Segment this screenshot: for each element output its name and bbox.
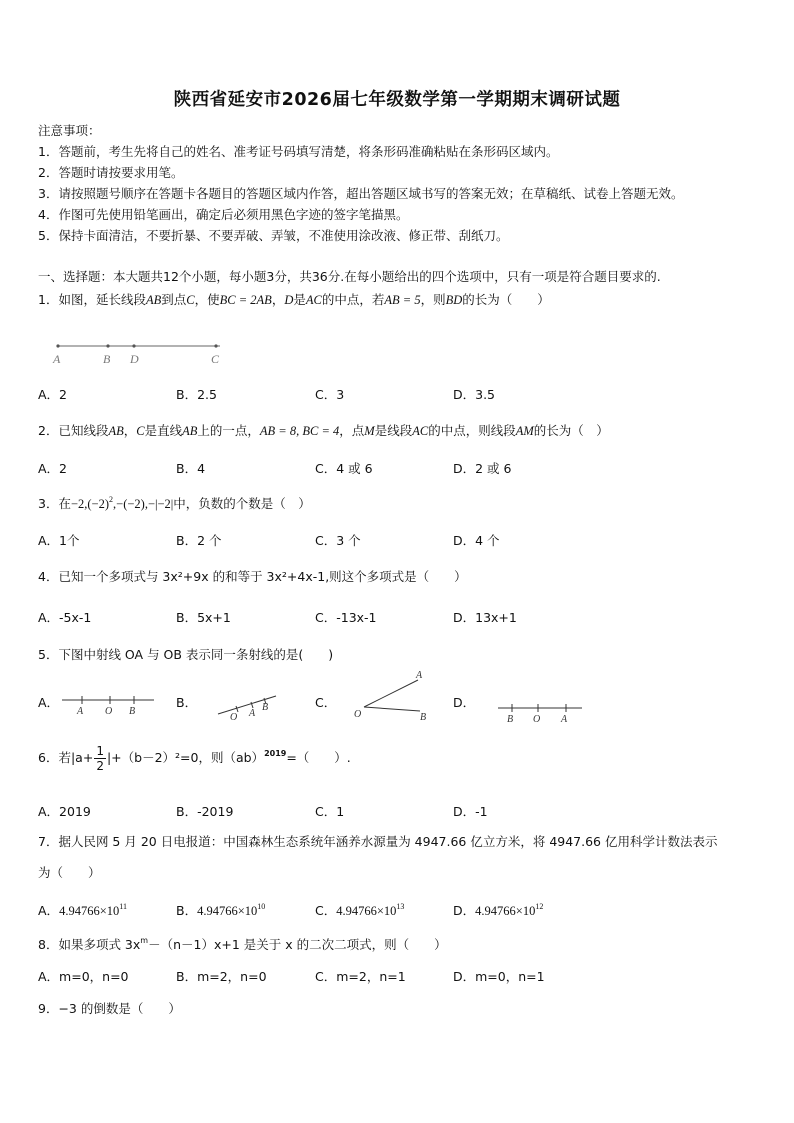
q7b-label: B．: [176, 903, 198, 918]
q7a-label: A．: [38, 903, 60, 918]
q7d-base: 4.94766×10: [475, 904, 536, 918]
q1-point-c: [214, 344, 217, 347]
note-item-2: 2．答题时请按要求用笔。: [38, 165, 184, 180]
q7c-exp: 13: [396, 902, 405, 911]
q6-text-2: |+（b－2）²=0，则（ab）: [106, 750, 265, 765]
q7-option-c: [315, 901, 404, 919]
note-item-3: 3．请按照题号顺序在答题卡各题目的答题区域内作答，超出答题区域书写的答案无效；在草稿纸、试卷上答题无效。: [38, 186, 684, 201]
note-item-5: 5．保持卡面清洁，不要折暴、不要弄破、弄皱，不准使用涂改液、修正带、刮纸刀。: [38, 228, 509, 243]
q1-option-a: A．2: [38, 387, 68, 402]
q5a-label-a: A: [77, 706, 84, 717]
q2-ab2: AB: [182, 424, 198, 438]
q2-ab: AB: [108, 424, 124, 438]
q1-text-4: ，: [271, 292, 285, 307]
q5c-label-b: B: [420, 712, 427, 723]
q5c-label-o: O: [354, 709, 362, 720]
q1-option-d: D．3.5: [453, 387, 496, 402]
q1-eq1: BC = 2AB: [219, 293, 272, 307]
q1-point-a: [56, 344, 59, 347]
q4-option-c: C．-13x-1: [315, 610, 377, 625]
q1-bd: BD: [445, 293, 463, 307]
question-8: [38, 935, 447, 953]
q1-text-6: 的中点，若: [321, 292, 385, 307]
q1-option-c: C．3: [315, 387, 345, 402]
question-6: [38, 744, 351, 773]
q3-expr-2: ,−(−2),−|−2|: [113, 497, 174, 511]
q4-option-a: A．-5x-1: [38, 610, 92, 625]
q2-m: M: [364, 424, 375, 438]
question-3: [38, 494, 311, 512]
q1-ab: AB: [145, 293, 162, 307]
q2-option-d: D．2 或 6: [453, 461, 512, 476]
q6-option-d: D．-1: [453, 804, 488, 819]
q5b-label-b: B: [262, 702, 269, 713]
q2-option-c: C．4 或 6: [315, 461, 373, 476]
q8-exponent: m: [140, 936, 149, 945]
q5c-label-a: A: [416, 670, 423, 681]
q3-option-a: A．1个: [38, 533, 80, 548]
q1-option-b: B．2.5: [176, 387, 217, 402]
q1-label-a: A: [53, 352, 61, 366]
q2-text-8: 的长为（ ）: [533, 423, 609, 438]
q1-text-5: 是: [293, 292, 306, 307]
q1-text-7: ，则: [420, 292, 446, 307]
q3-option-b: B．2 个: [176, 533, 222, 548]
q1-point-d: [132, 344, 135, 347]
question-2: [38, 421, 609, 439]
q1-point-b: [106, 344, 109, 347]
q4-option-d: D．13x+1: [453, 610, 517, 625]
q7c-base: 4.94766×10: [336, 904, 397, 918]
q1-d: D: [284, 293, 294, 307]
q2-text-3: 是直线: [144, 423, 183, 438]
q2-text-1: 2．已知线段: [38, 423, 109, 438]
q8-option-d: D．m=0，n=1: [453, 969, 545, 984]
q7-option-d: [453, 901, 543, 919]
q2-text-7: 的中点，则线段: [428, 423, 516, 438]
q2-text-4: 上的一点，: [197, 423, 260, 438]
q6-option-b: B．-2019: [176, 804, 234, 819]
q8-option-a: A．m=0，n=0: [38, 969, 129, 984]
q3-exponent: 2: [109, 495, 114, 504]
q5-figure-b: [214, 690, 280, 724]
q6-fraction-numerator: 1: [96, 744, 104, 758]
q7c-label: C．: [315, 903, 337, 918]
q2-text-6: 是线段: [374, 423, 413, 438]
q2-option-a: A．2: [38, 461, 68, 476]
q1-eq2: AB = 5: [384, 293, 421, 307]
q1-c: C: [186, 293, 195, 307]
q1-label-b: B: [103, 352, 111, 366]
question-7-line-2: 为（ ）: [38, 865, 101, 880]
q7d-label: D．: [453, 903, 476, 918]
q2-text-2: ，: [123, 423, 137, 438]
q5-figure-d: [496, 700, 586, 726]
q1-ac: AC: [305, 293, 322, 307]
q2-eq: AB = 8, BC = 4: [259, 424, 340, 438]
question-5: 5．下图中射线 OA 与 OB 表示同一条射线的是( ): [38, 647, 334, 662]
page-title: 陕西省延安市2026届七年级数学第一学期期末调研试题: [173, 90, 621, 110]
q6-fraction-denominator: 2: [96, 759, 104, 773]
q3-text-1: 3．在: [38, 496, 71, 511]
q5d-label-a: A: [561, 714, 568, 725]
q3-expr-1: −2,(−2): [70, 497, 110, 511]
q7b-base: 4.94766×10: [197, 904, 258, 918]
q1-text-3: ，使: [194, 292, 220, 307]
question-1: [38, 290, 550, 308]
q5-figure-a: [58, 692, 158, 718]
q6-exponent: 2019: [264, 749, 287, 758]
q2-option-b: B．4: [176, 461, 206, 476]
q1-segment-figure: [48, 336, 238, 370]
q8-text-1: 8．如果多项式 3x: [38, 937, 141, 952]
q3-option-d: D．4 个: [453, 533, 500, 548]
q8-option-b: B．m=2，n=0: [176, 969, 267, 984]
q3-option-c: C．3 个: [315, 533, 361, 548]
question-9: 9．−3 的倒数是（ ）: [38, 1001, 181, 1016]
q7-option-b: [176, 901, 265, 919]
note-item-1: 1．答题前，考生先将自己的姓名、准考证号码填写清楚，将条形码准确粘贴在条形码区域内。: [38, 144, 559, 159]
q6-option-c: C．1: [315, 804, 345, 819]
q2-am: AM: [515, 424, 534, 438]
q1-label-c: C: [211, 352, 220, 366]
q5-option-c: C．: [315, 695, 337, 710]
q2-ac: AC: [412, 424, 429, 438]
question-7-line-1: 7．据人民网 5 月 20 日电报道：中国森林生态系统年涵养水源量为 4947.66 亿立方米，将 4947.66 亿用科学计数法表示: [38, 834, 718, 849]
q4-option-b: B．5x+1: [176, 610, 231, 625]
q7a-base: 4.94766×10: [59, 904, 120, 918]
question-4: 4．已知一个多项式与 3x²+9x 的和等于 3x²+4x-1,则这个多项式是（ ）: [38, 569, 467, 584]
q5-option-b: B．: [176, 695, 198, 710]
q5d-label-b: B: [507, 714, 514, 725]
q7a-exp: 11: [119, 902, 127, 911]
q3-text-2: 中，负数的个数是（ ）: [173, 496, 311, 511]
q2-c: C: [136, 424, 145, 438]
q5-figure-c: [350, 668, 434, 724]
q8-option-c: C．m=2，n=1: [315, 969, 406, 984]
q5-option-a: A．: [38, 695, 60, 710]
q1-text-8: 的长为（ ）: [462, 292, 550, 307]
q7b-exp: 10: [257, 902, 266, 911]
q5a-label-b: B: [129, 706, 136, 717]
q7-option-a: [38, 901, 127, 919]
note-item-4: 4．作图可先使用铅笔画出，确定后必须用黑色字迹的签字笔描黑。: [38, 207, 409, 222]
q5b-label-o: O: [230, 712, 238, 723]
q6-option-a: A．2019: [38, 804, 91, 819]
q5-option-d: D．: [453, 695, 476, 710]
q5b-label-a: A: [249, 708, 256, 719]
notes-heading: 注意事项：: [38, 123, 101, 138]
q5d-label-o: O: [533, 714, 541, 725]
q8-text-2: －（n－1）x+1 是关于 x 的二次二项式，则（ ）: [148, 937, 447, 952]
q6-text-3: =（ ）.: [286, 750, 351, 765]
q6-text-1: 6．若|a+: [38, 750, 94, 765]
q5a-label-o: O: [105, 706, 113, 717]
q6-fraction: [94, 744, 106, 773]
q2-text-5: ，点: [339, 423, 365, 438]
q1-text-2: 到点: [161, 292, 187, 307]
q1-label-d: D: [130, 352, 139, 366]
section-heading: 一、选择题：本大题共12个小题，每小题3分，共36分.在每小题给出的四个选项中，只有一项是符合题目要求的.: [38, 269, 661, 284]
q1-text-1: 1．如图，延长线段: [38, 292, 146, 307]
q7d-exp: 12: [535, 902, 544, 911]
